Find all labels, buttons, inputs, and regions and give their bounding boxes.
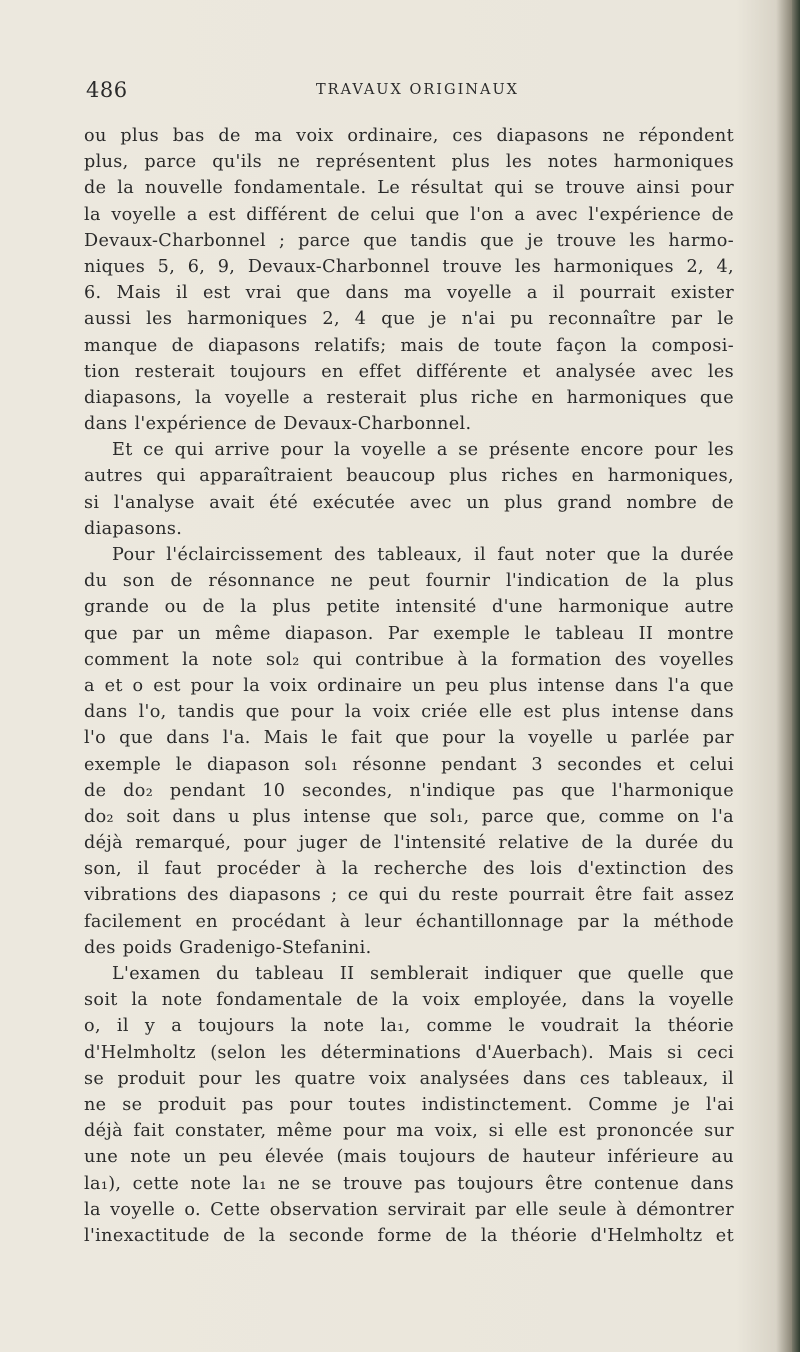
text-line: soit la note fondamentale de la voix employée, dans la voyelle xyxy=(84,990,734,1011)
body-text xyxy=(84,123,734,1249)
text-line: a et o est pour la voix ordinaire un peu plus intense dans l'a que xyxy=(84,675,734,696)
text-line: la₁), cette note la₁ ne se trouve pas toujours être contenue dans xyxy=(84,1173,734,1194)
text-line: plus, parce qu'ils ne représentent plus les notes harmoniques xyxy=(84,152,734,173)
text-line: l'inexactitude de la seconde forme de la théorie d'Helmholtz et xyxy=(84,1225,734,1246)
text-line: si l'analyse avait été exécutée avec un plus grand nombre de xyxy=(84,492,734,513)
text-line: niques 5, 6, 9, Devaux-Charbonnel trouve les harmoniques 2, 4, xyxy=(84,256,734,277)
text-line: de la nouvelle fondamentale. Le résultat qui se trouve ainsi pour xyxy=(84,178,734,199)
text-line: exemple le diapason sol₁ résonne pendant 3 secondes et celui xyxy=(84,754,734,775)
page-edge-shadow xyxy=(792,0,800,1352)
text-line: la voyelle a est différent de celui que l'on a avec l'expérience de xyxy=(84,204,734,225)
text-line: diapasons, la voyelle a resterait plus riche en harmoniques que xyxy=(84,387,734,408)
running-title: TRAVAUX ORIGINAUX xyxy=(316,82,519,98)
text-line: une note un peu élevée (mais toujours de hauteur inférieure au xyxy=(84,1147,734,1168)
text-line: L'examen du tableau II semblerait indiquer que quelle que xyxy=(112,964,734,984)
text-line: déjà remarqué, pour juger de l'intensité relative de la durée du xyxy=(84,833,734,854)
text-line: facilement en procédant à leur échantillonnage par la méthode xyxy=(84,911,734,932)
text-line: autres qui apparaîtraient beaucoup plus riches en harmoniques, xyxy=(84,466,734,487)
text-line: Devaux-Charbonnel ; parce que tandis que je trouve les harmo- xyxy=(84,230,734,251)
page-number: 486 xyxy=(86,78,128,102)
text-line: d'Helmholtz (selon les déterminations d'Auerbach). Mais si ceci xyxy=(84,1042,734,1063)
text-line: 6. Mais il est vrai que dans ma voyelle a il pourrait exister xyxy=(84,283,734,304)
text-line: déjà fait constater, même pour ma voix, si elle est prononcée sur xyxy=(84,1121,734,1142)
text-line: o, il y a toujours la note la₁, comme le voudrait la théorie xyxy=(84,1016,734,1037)
text-line: ou plus bas de ma voix ordinaire, ces diapasons ne répondent xyxy=(84,126,734,146)
text-line: l'o que dans l'a. Mais le fait que pour la voyelle u parlée par xyxy=(84,728,734,749)
text-line: son, il faut procéder à la recherche des lois d'extinction des xyxy=(84,859,734,880)
text-line: Pour l'éclaircissement des tableaux, il faut noter que la durée xyxy=(112,545,734,565)
text-line: dans l'expérience de Devaux-Charbonnel. xyxy=(84,414,472,435)
text-line: du son de résonnance ne peut fournir l'indication de la plus xyxy=(84,571,734,592)
text-line: de do₂ pendant 10 secondes, n'indique pas que l'harmonique xyxy=(84,780,734,801)
page-header xyxy=(86,78,728,108)
text-line: do₂ soit dans u plus intense que sol₁, parce que, comme on l'a xyxy=(84,806,734,827)
text-line: Et ce qui arrive pour la voyelle a se présente encore pour les xyxy=(112,440,734,461)
text-line: se produit pour les quatre voix analysées dans ces tableaux, il xyxy=(84,1068,734,1089)
text-line: manque de diapasons relatifs; mais de toute façon la composi- xyxy=(84,335,734,356)
text-line: comment la note sol₂ qui contribue à la formation des voyelles xyxy=(84,649,734,670)
text-line: que par un même diapason. Par exemple le tableau II montre xyxy=(84,623,734,644)
text-line: tion resterait toujours en effet différente et analysée avec les xyxy=(84,361,734,382)
text-line: dans l'o, tandis que pour la voix criée elle est plus intense dans xyxy=(84,702,734,723)
text-line: ne se produit pas pour toutes indistinctement. Comme je l'ai xyxy=(84,1094,734,1115)
text-line: diapasons. xyxy=(84,518,183,539)
text-line: la voyelle o. Cette observation servirait par elle seule à démontrer xyxy=(84,1199,734,1220)
text-line: aussi les harmoniques 2, 4 que je n'ai pu reconnaître par le xyxy=(84,309,734,330)
text-line: vibrations des diapasons ; ce qui du reste pourrait être fait assez xyxy=(84,885,734,906)
text-line: des poids Gradenigo-Stefanini. xyxy=(84,937,372,958)
text-line: grande ou de la plus petite intensité d'une harmonique autre xyxy=(84,597,734,618)
